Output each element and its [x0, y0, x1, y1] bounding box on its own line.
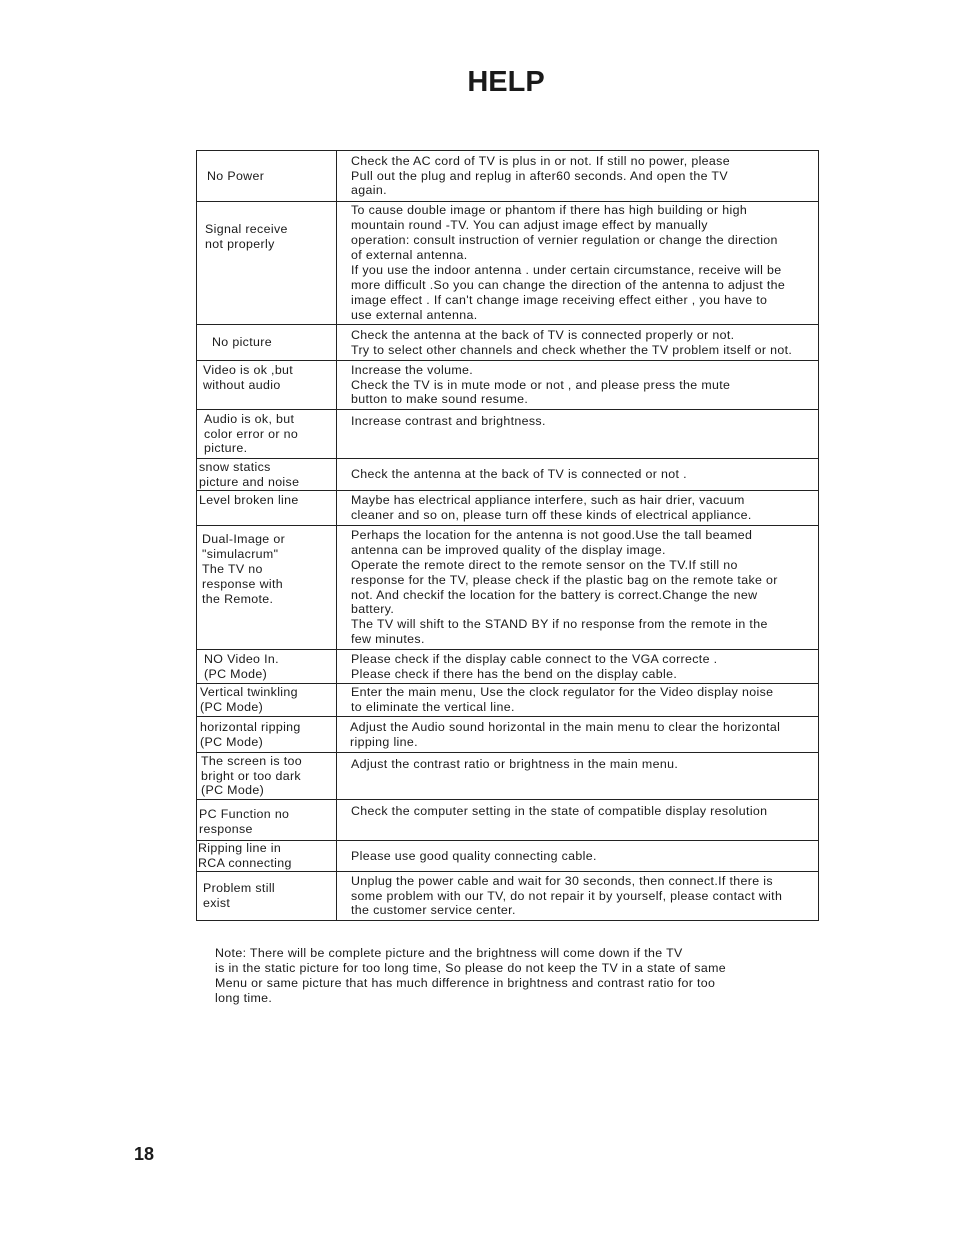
table-row — [197, 684, 819, 717]
remedy-cell: Check the antenna at the back of TV is connected properly or not. Try to select other channels and check whether the TV problem itself or not. — [337, 325, 819, 361]
symptom-cell: PC Function no response — [197, 800, 337, 841]
symptom-cell: snow statics picture and noise — [197, 459, 337, 491]
table-row — [197, 410, 819, 459]
symptom-cell: The screen is too bright or too dark (PC Mode) — [197, 753, 337, 800]
remedy-cell: Check the antenna at the back of TV is connected or not . — [337, 459, 819, 491]
table-row — [197, 526, 819, 650]
table-row — [197, 872, 819, 921]
table-row — [197, 491, 819, 526]
symptom-cell: Ripping line in RCA connecting — [197, 841, 337, 872]
symptom-cell: No picture — [197, 325, 337, 361]
remedy-cell: Check the computer setting in the state of compatible display resolution — [337, 800, 819, 841]
table-row — [197, 717, 819, 753]
symptom-cell: Problem still exist — [197, 872, 337, 921]
remedy-cell: Please use good quality connecting cable. — [337, 841, 819, 872]
symptom-cell: Level broken line — [197, 491, 337, 526]
page-title: HELP — [467, 66, 545, 98]
remedy-cell: Check the AC cord of TV is plus in or not. If still no power, please Pull out the plug and replug in after60 seconds. And open the TV again. — [337, 151, 819, 202]
remedy-cell: Adjust the contrast ratio or brightness in the main menu. — [337, 753, 819, 800]
symptom-cell: Vertical twinkling (PC Mode) — [197, 684, 337, 717]
remedy-cell: Unplug the power cable and wait for 30 seconds, then connect.If there is some problem with our TV, do not repair it by yourself, please contact with the customer service center. — [337, 872, 819, 921]
remedy-cell: Increase the volume. Check the TV is in mute mode or not , and please press the mute button to make sound resume. — [337, 361, 819, 410]
note-text: Note: There will be complete picture and the brightness will come down if the TV is in the static picture for too long time, So please do not keep the TV in a state of same Menu or same picture that has much difference in brightness and contrast ratio for too long time. — [215, 946, 726, 1005]
symptom-cell: horizontal ripping (PC Mode) — [197, 717, 337, 753]
table-row — [197, 459, 819, 491]
symptom-cell: No Power — [197, 151, 337, 202]
remedy-cell: Enter the main menu, Use the clock regulator for the Video display noise to eliminate the vertical line. — [337, 684, 819, 717]
table-row — [197, 325, 819, 361]
symptom-cell: Signal receive not properly — [197, 202, 337, 325]
remedy-cell: Maybe has electrical appliance interfere, such as hair drier, vacuum cleaner and so on, please turn off these kinds of electrical appliance. — [337, 491, 819, 526]
table-row — [197, 800, 819, 841]
symptom-cell: NO Video In. (PC Mode) — [197, 650, 337, 684]
table-row — [197, 361, 819, 410]
table-row — [197, 202, 819, 325]
symptom-cell: Video is ok ,but without audio — [197, 361, 337, 410]
remedy-cell: Adjust the Audio sound horizontal in the main menu to clear the horizontal ripping line. — [337, 717, 819, 753]
remedy-cell: Please check if the display cable connect to the VGA correcte . Please check if there has the bend on the display cable. — [337, 650, 819, 684]
symptom-cell: Audio is ok, but color error or no picture. — [197, 410, 337, 459]
remedy-cell: Perhaps the location for the antenna is not good.Use the tall beamed antenna can be improved quality of the display image. Operate the remote direct to the remote sensor on the TV.If still no response for the TV, please check if the plastic bag on the remote take or not. And checkif the location for the battery is correct.Change the new battery. The TV will shift to the STAND BY if no response from the remote in the few minutes. — [337, 526, 819, 650]
troubleshooting-table — [196, 150, 819, 921]
table-row — [197, 151, 819, 202]
table-row — [197, 650, 819, 684]
remedy-cell: To cause double image or phantom if there has high building or high mountain round -TV. You can adjust image effect by manually operation: consult instruction of vernier regulation or change the direction of external antenna. If you use the indoor antenna . under certain circumstance, receive will be more difficult .So you can change the direction of the antenna to adjust the image effect . If can't change image receiving effect either , you have to use external antenna. — [337, 202, 819, 325]
page-number: 18 — [134, 1144, 155, 1164]
table-row — [197, 841, 819, 872]
remedy-cell: Increase contrast and brightness. — [337, 410, 819, 459]
symptom-cell: Dual-Image or "simulacrum" The TV no response with the Remote. — [197, 526, 337, 650]
table-row — [197, 753, 819, 800]
